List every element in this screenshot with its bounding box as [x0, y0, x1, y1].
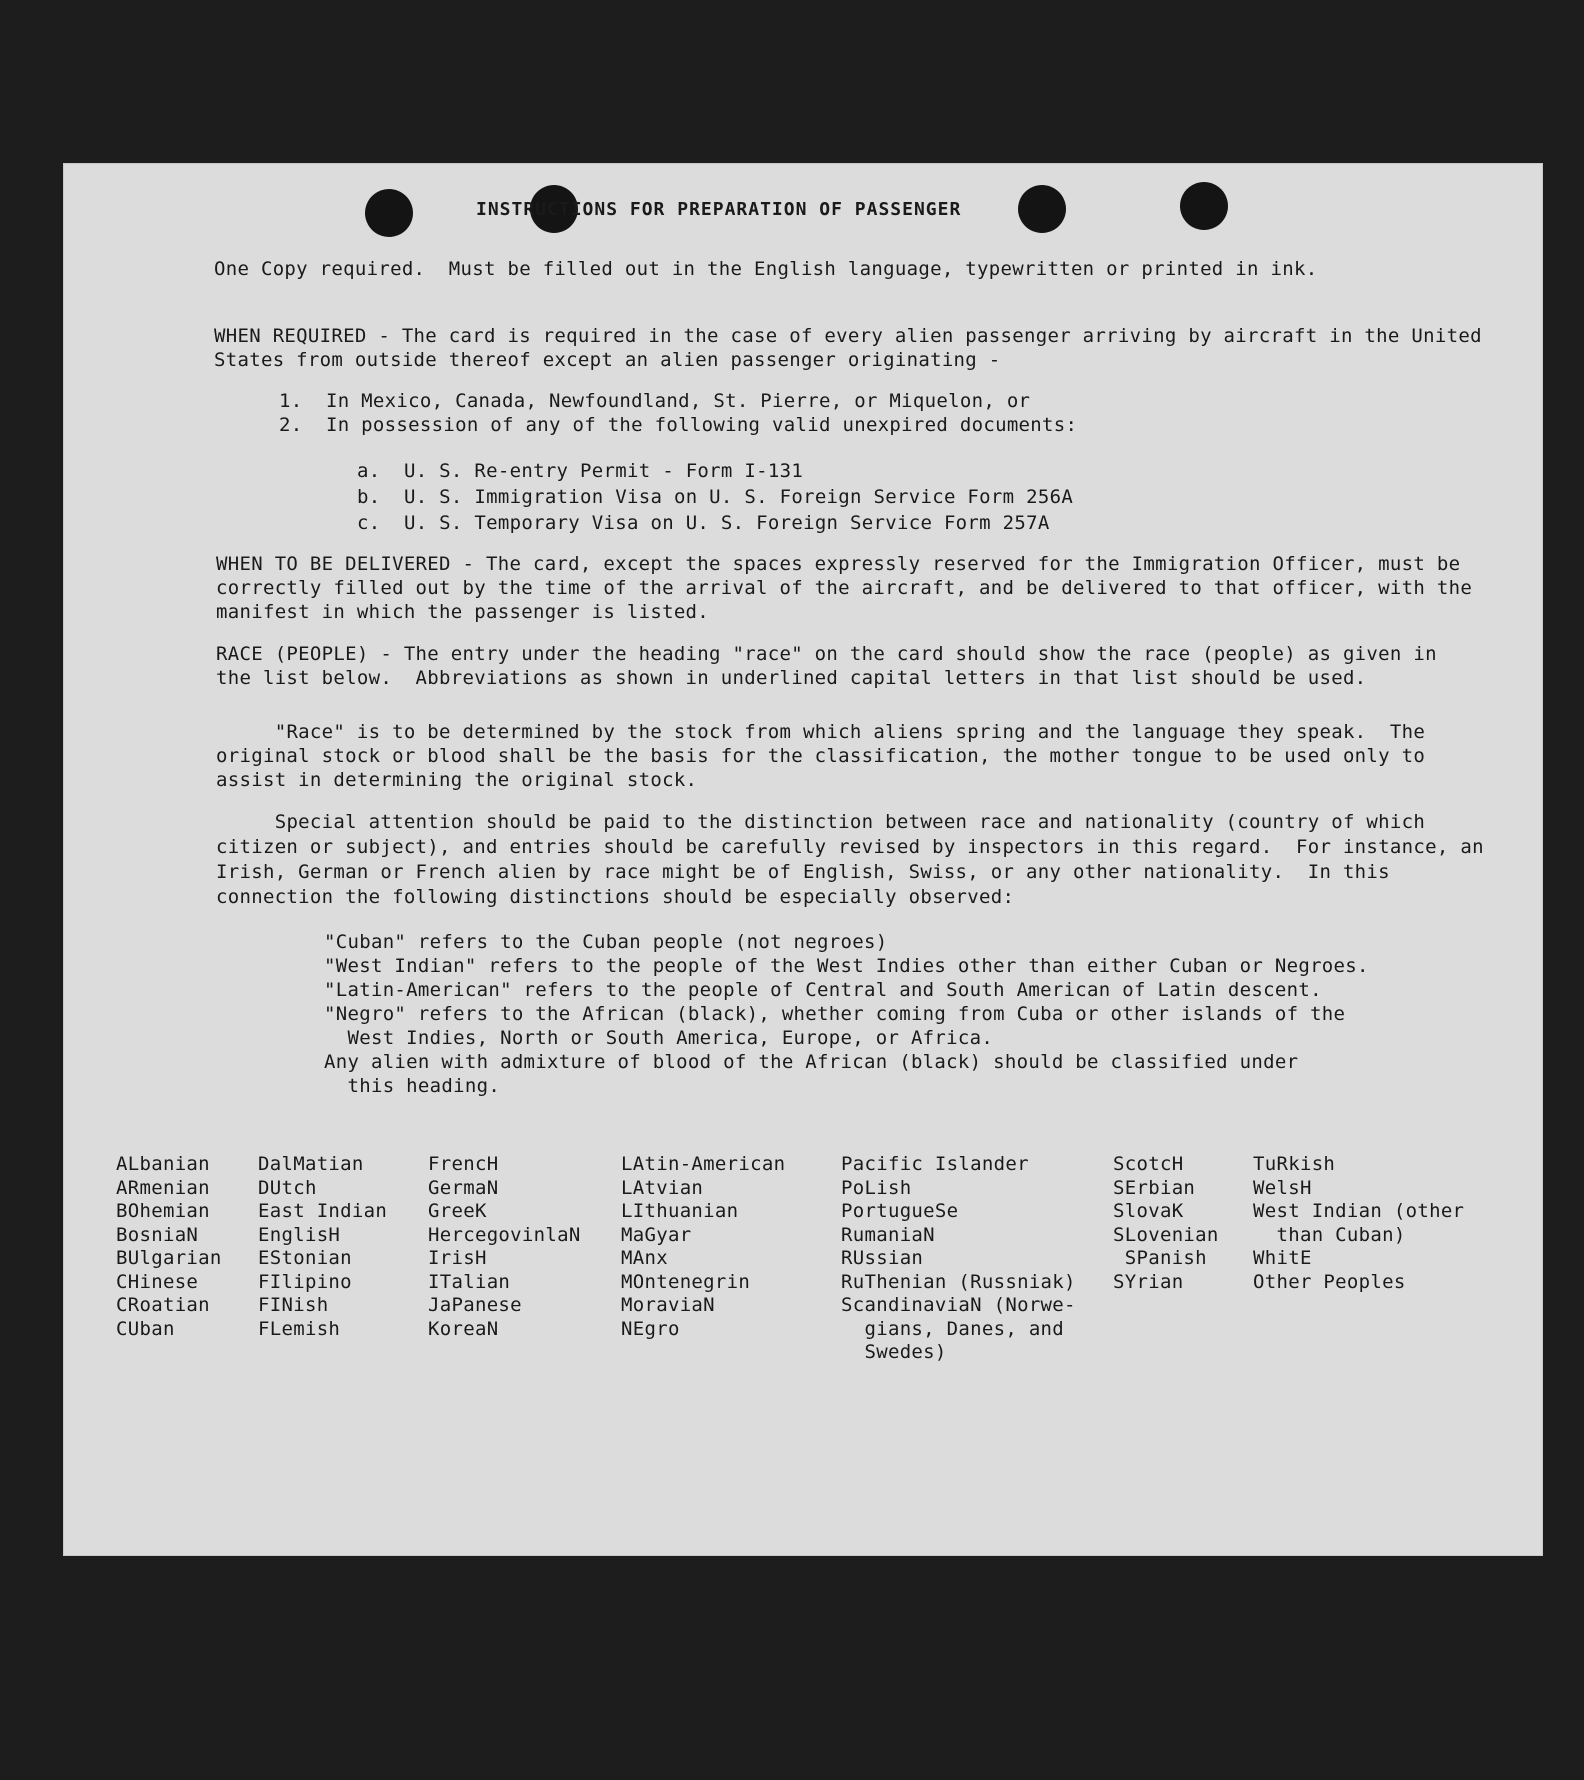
race-item: NEgro [621, 1317, 680, 1340]
list-item: "Cuban" refers to the Cuban people (not negroes) [324, 931, 888, 953]
race-list-column-5 [841, 1152, 1076, 1364]
race-list-column-7 [1253, 1152, 1464, 1293]
documents-list [357, 458, 1073, 536]
list-item: 2. In possession of any of the following valid unexpired documents: [279, 414, 1078, 436]
race-definition-paragraph: "Race" is to be determined by the stock from which aliens spring and the language they speak. The original stock or blood shall be the basis for the classification, the mother tongue to be used only to assist in determining the original stock. [216, 721, 1437, 791]
list-item: West Indies, North or South America, Europe, or Africa. [324, 1027, 994, 1049]
race-item: IrisH [428, 1247, 487, 1269]
race-item: than Cuban) [1253, 1223, 1406, 1246]
punch-hole [1018, 185, 1066, 233]
list-item: 1. In Mexico, Canada, Newfoundland, St. Pierre, or Miquelon, or [279, 390, 1031, 412]
race-item: BosniaN [116, 1223, 199, 1246]
race-item: SlovaK [1113, 1200, 1184, 1222]
race-item: MOntenegrin [621, 1270, 751, 1293]
race-item: ALbanian [116, 1153, 210, 1175]
punch-hole [365, 189, 413, 237]
list-item: b. U. S. Immigration Visa on U. S. Foreign Service Form 256A [357, 486, 1074, 508]
race-item: ITalian [428, 1270, 511, 1293]
race-list-column-2 [258, 1152, 387, 1340]
race-list-column-3 [428, 1152, 581, 1340]
intro-paragraph: One Copy required. Must be filled out in the English language, typewritten or printed in ink. [214, 258, 1318, 280]
race-item: BUlgarian [116, 1247, 222, 1269]
race-item: Swedes) [841, 1341, 947, 1363]
race-item: FINish [258, 1294, 329, 1316]
race-list-column-1 [116, 1152, 222, 1340]
race-item: RuThenian (Russniak) [841, 1270, 1076, 1293]
race-list-column-4 [621, 1152, 785, 1340]
race-item: LIthuanian [621, 1200, 739, 1222]
race-item: SYrian [1113, 1270, 1184, 1293]
race-nationality-paragraph: Special attention should be paid to the distinction between race and nationality (country of which citizen or subject), and entries should be carefully revised by inspectors in this regard. For instance, an Irish, German or French alien by race might be of English, Swiss, or any other nationality. In this connection the following distinctions should be especially observed: [216, 811, 1496, 908]
list-item: c. U. S. Temporary Visa on U. S. Foreign Service Form 257A [357, 512, 1050, 534]
race-item: West Indian (other [1253, 1200, 1465, 1222]
race-item: EnglisH [258, 1223, 341, 1246]
race-item: RUssian [841, 1247, 924, 1269]
punch-hole [1180, 182, 1228, 230]
list-item: "West Indian" refers to the people of the West Indies other than either Cuban or Negroes. [324, 955, 1369, 977]
race-item: FLemish [258, 1317, 341, 1340]
race-item: GreeK [428, 1200, 487, 1222]
race-item: SLovenian [1113, 1223, 1219, 1246]
race-item: Other Peoples [1253, 1270, 1406, 1293]
race-item: PortugueSe [841, 1200, 959, 1222]
race-item: ScotcH [1113, 1153, 1184, 1175]
race-item: HercegovinlaN [428, 1223, 581, 1246]
race-paragraph: RACE (PEOPLE) - The entry under the heading "race" on the card should show the race (people) as given in the list below. Abbreviations as shown in underlined capital letters in that list should be used. [216, 643, 1449, 689]
list-item: a. U. S. Re-entry Permit - Form I-131 [357, 460, 804, 482]
race-item: TuRkish [1253, 1153, 1336, 1175]
exception-list [279, 389, 1077, 437]
when-required-paragraph: WHEN REQUIRED - The card is required in the case of every alien passenger arriving by aircraft in the United States from outside thereof except an alien passenger originating - [214, 325, 1494, 371]
race-item: LAtvian [621, 1176, 704, 1199]
race-item: gians, Danes, and [841, 1317, 1065, 1340]
race-item: DalMatian [258, 1153, 364, 1175]
race-item: FrencH [428, 1153, 499, 1175]
list-item: this heading. [324, 1075, 501, 1097]
race-item: DUtch [258, 1176, 317, 1199]
race-item: EStonian [258, 1247, 352, 1269]
document-page [63, 163, 1543, 1556]
race-item: WhitE [1253, 1247, 1312, 1269]
list-item: "Latin-American" refers to the people of Central and South American of Latin descent. [324, 979, 1322, 1001]
race-item: CUban [116, 1317, 175, 1340]
race-item: CHinese [116, 1270, 199, 1293]
race-item: ARmenian [116, 1176, 210, 1199]
race-item: JaPanese [428, 1294, 522, 1316]
race-item: Pacific Islander [841, 1153, 1029, 1175]
race-item: ScandinaviaN (Norwe- [841, 1294, 1076, 1316]
when-delivered-paragraph: WHEN TO BE DELIVERED - The card, except the spaces expressly reserved for the Immigration Officer, must be correctly filled out by the time of the arrival of the aircraft, and be delivered to that officer, with the manifest in which the passenger is listed. [216, 553, 1484, 623]
race-item: KoreaN [428, 1317, 499, 1340]
list-item: Any alien with admixture of blood of the African (black) should be classified under [324, 1051, 1299, 1073]
race-item: SErbian [1113, 1176, 1196, 1199]
race-item: PoLish [841, 1176, 912, 1199]
race-item: WelsH [1253, 1176, 1312, 1199]
race-item: FIlipino [258, 1270, 352, 1293]
list-item: "Negro" refers to the African (black), whether coming from Cuba or other islands of the [324, 1003, 1346, 1025]
race-list-column-6 [1113, 1152, 1219, 1293]
race-item: MAnx [621, 1247, 668, 1269]
race-item: BOhemian [116, 1200, 210, 1222]
distinctions-list [324, 930, 1369, 1098]
race-item: CRoatian [116, 1294, 210, 1316]
race-item: East Indian [258, 1200, 388, 1222]
race-item: MoraviaN [621, 1294, 715, 1316]
race-item: MaGyar [621, 1223, 692, 1246]
race-item: GermaN [428, 1176, 499, 1199]
race-item: SPanish [1113, 1247, 1207, 1269]
page-title: INSTRUCTIONS FOR PREPARATION OF PASSENGER [476, 199, 962, 220]
race-item: RumaniaN [841, 1223, 935, 1246]
race-item: LAtin-American [621, 1153, 786, 1175]
